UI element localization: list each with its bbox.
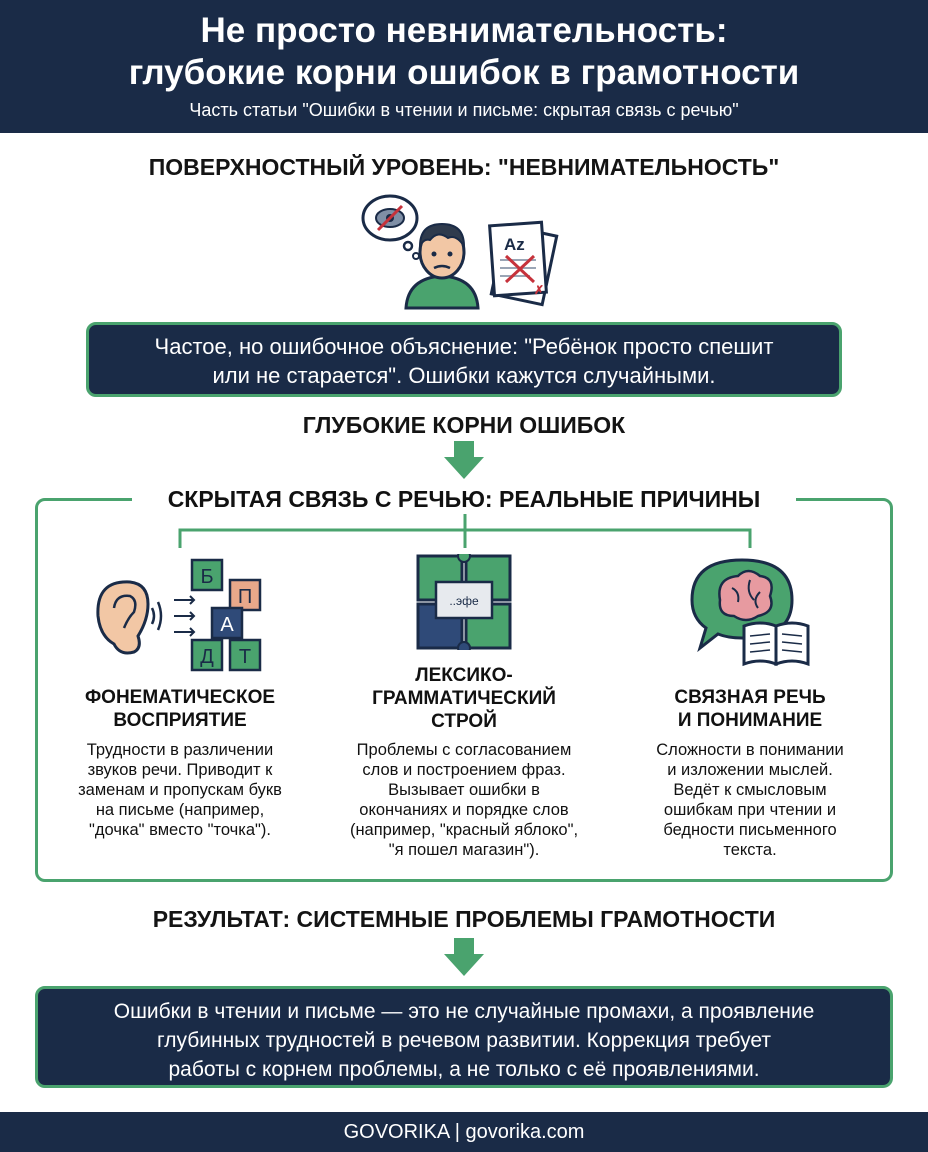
- hidden-causes-heading: СКРЫТАЯ СВЯЗЬ С РЕЧЬЮ: РЕАЛЬНЫЕ ПРИЧИНЫ: [132, 484, 796, 514]
- sound-waves-icon: [152, 602, 161, 630]
- surface-explanation-line1: Частое, но ошибочное объяснение: "Ребёнок просто спешит: [154, 334, 774, 359]
- error-paper-icon: [490, 222, 557, 304]
- svg-text:Т: Т: [238, 646, 252, 668]
- footer-brand: [0, 1112, 928, 1152]
- result-line3: работы с корнем проблемы, а не только с её проявлениями.: [168, 1058, 760, 1081]
- footer-text[interactable]: GOVORIKA | govorika.com: [343, 1121, 585, 1143]
- brain-book-illustration: [688, 556, 818, 668]
- header-banner: [0, 0, 928, 133]
- coherent-speech-text: Сложности в понимании и изложении мыслей. Ведёт к смысловым ошибкам при чтении и бедности письменного текста.: [656, 741, 844, 859]
- lexical-grammar-title: ЛЕКСИКО- ГРАММАТИЧЕСКИЙ СТРОЙ: [372, 665, 556, 732]
- phonemic-text: Трудности в различении звуков речи. Приводит к заменам и пропускам букв на письме (например, "дочка" вместо "точка").: [78, 741, 282, 839]
- paper-letters: Az: [504, 235, 525, 254]
- brain-icon: [719, 571, 771, 620]
- coherent-speech-title: СВЯЗНАЯ РЕЧЬ И ПОНИМАНИЕ: [674, 687, 826, 731]
- roots-heading: ГЛУБОКИЕ КОРНИ ОШИБОК: [302, 412, 626, 438]
- surface-explanation-box: [86, 322, 842, 397]
- page-title-line2: глубокие корни ошибок в грамотности: [128, 53, 800, 92]
- svg-text:Д: Д: [200, 646, 214, 668]
- page-subtitle: Часть статьи "Ошибки в чтении и письме: скрытая связь с речью": [189, 100, 739, 120]
- result-line1: Ошибки в чтении и письме — это не случайные промахи, а проявление: [113, 1000, 815, 1023]
- arrow-down-icon: [444, 938, 484, 978]
- open-book-icon: [744, 623, 808, 664]
- bracket-connector: [170, 514, 760, 550]
- arrows-icon: [174, 596, 194, 636]
- ear-icon: [98, 582, 148, 653]
- puzzle-letters: ..эфе: [449, 594, 479, 608]
- letter-blocks-icon: [192, 560, 260, 670]
- arrow-down-icon: [444, 441, 484, 481]
- puzzle-icon: [416, 554, 512, 650]
- confused-child-icon: [406, 224, 478, 308]
- lexical-grammar-text: Проблемы с согласованием слов и построением фраз. Вызывает ошибки в окончаниях и порядке слов (например, "красный яблоко", "я пошел магазин").: [349, 741, 579, 859]
- phonemic-illustration: [90, 556, 270, 674]
- svg-text:Б: Б: [200, 566, 214, 588]
- phonemic-title: ФОНЕМАТИЧЕСКОЕ ВОСПРИЯТИЕ: [84, 687, 276, 731]
- result-heading: РЕЗУЛЬТАТ: СИСТЕМНЫЕ ПРОБЛЕМЫ ГРАМОТНОСТИ: [152, 906, 776, 932]
- result-line2: глубинных трудностей в речевом развитии. Коррекция требует: [157, 1029, 771, 1052]
- result-box: [35, 986, 893, 1088]
- surface-explanation-line2: или не старается". Ошибки кажутся случайными.: [212, 363, 716, 388]
- svg-text:П: П: [237, 586, 253, 608]
- surface-illustration: [358, 190, 570, 312]
- surface-heading: ПОВЕРХНОСТНЫЙ УРОВЕНЬ: "НЕВНИМАТЕЛЬНОСТЬ": [148, 154, 780, 180]
- svg-text:✗: ✗: [534, 283, 545, 297]
- page-title-line1: Не просто невнимательность:: [200, 11, 728, 50]
- svg-text:А: А: [220, 614, 234, 636]
